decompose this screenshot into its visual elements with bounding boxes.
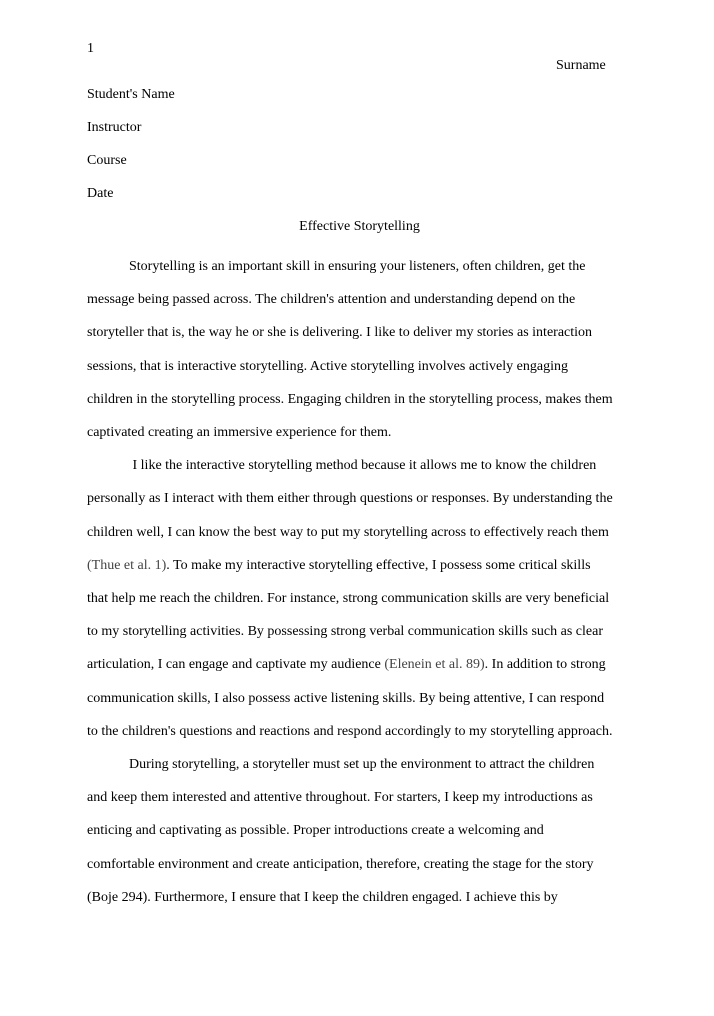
paragraph-3: [87, 748, 632, 914]
text-line: sessions, that is interactive storytelling. Active storytelling involves actively engaging: [87, 358, 568, 374]
course-name: Course: [87, 153, 127, 168]
text-line: to my storytelling activities. By possessing strong verbal communication skills such as clear: [87, 624, 603, 640]
text-line: comfortable environment and create anticipation, therefore, creating the stage for the story: [87, 856, 594, 872]
text-line: children in the storytelling process. Engaging children in the storytelling process, makes them: [87, 391, 613, 407]
text-line: message being passed across. The children's attention and understanding depend on the: [87, 292, 576, 308]
paragraph-1: [87, 250, 632, 449]
paragraph-2: [87, 449, 632, 748]
text-line: to the children's questions and reactions and respond accordingly to my storytelling approach.: [87, 723, 613, 739]
instructor-name: Instructor: [87, 120, 142, 135]
text-line: (Boje 294). Furthermore, I ensure that I keep the children engaged. I achieve this by: [87, 889, 558, 905]
text-line: children well, I can know the best way to put my storytelling across to effectively reach them: [87, 524, 609, 540]
text-line: and keep them interested and attentive throughout. For starters, I keep my introductions as: [87, 790, 593, 806]
text-line: personally as I interact with them either through questions or responses. By understanding the: [87, 491, 613, 507]
text-line: that help me reach the children. For instance, strong communication skills are very beneficial: [87, 591, 610, 607]
date: Date: [87, 186, 114, 201]
text-line: Storytelling is an important skill in ensuring your listeners, often children, get the: [129, 259, 586, 274]
citation: (Elenein et al. 89): [384, 657, 485, 673]
text-line: [87, 549, 632, 582]
page-number: 1: [87, 41, 94, 56]
text-line: I like the interactive storytelling method because it allows me to know the children: [129, 458, 597, 474]
text-span: articulation, I can engage and captivate my audience: [87, 657, 385, 673]
essay-title: Effective Storytelling: [299, 219, 420, 234]
mla-heading: [87, 86, 632, 218]
text-line: [87, 648, 632, 681]
header-surname: Surname: [556, 58, 606, 73]
text-line: communication skills, I also possess active listening skills. By being attentive, I can respond: [87, 690, 605, 706]
citation: (Thue et al. 1): [87, 557, 167, 573]
text-line: storyteller that is, the way he or she is delivering. I like to deliver my stories as interaction: [87, 325, 593, 341]
student-name: Student's Name: [87, 87, 175, 102]
text-span: . To make my interactive storytelling effective, I possess some critical skills: [166, 557, 591, 573]
essay-body: [87, 250, 632, 914]
text-span: . In addition to strong: [484, 657, 606, 673]
text-line: During storytelling, a storyteller must set up the environment to attract the children: [129, 757, 595, 773]
text-line: captivated creating an immersive experience for them.: [87, 425, 392, 441]
text-line: enticing and captivating as possible. Proper introductions create a welcoming and: [87, 823, 544, 839]
